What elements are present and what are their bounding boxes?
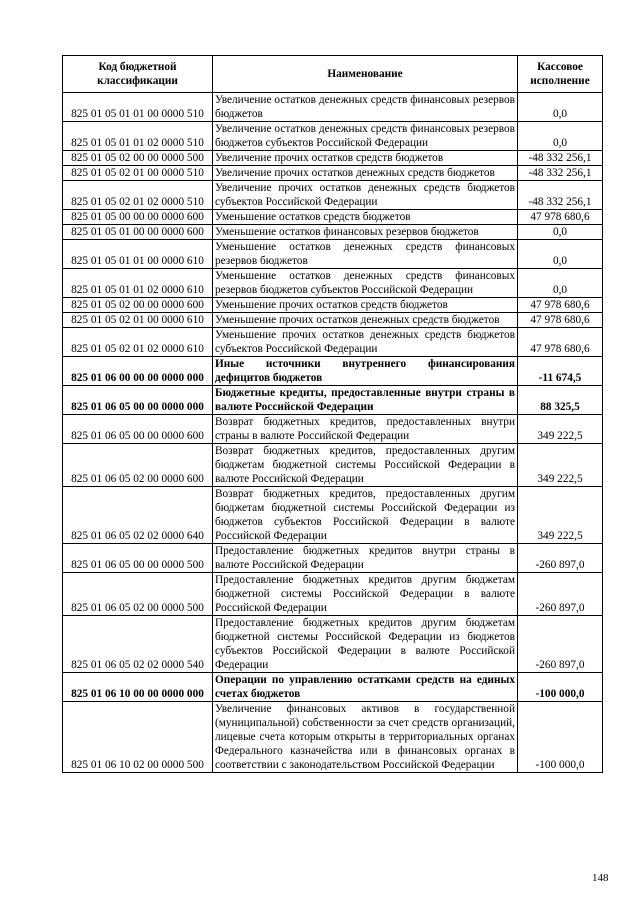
- table-row: [63, 357, 603, 386]
- row-code: 825 01 05 01 01 00 0000 510: [63, 93, 213, 122]
- row-name: Иные источники внутреннего финансирования дефицитов бюджетов: [213, 357, 518, 386]
- table-row: [63, 544, 603, 573]
- row-name: Бюджетные кредиты, предоставленные внутри страны в валюте Российской Федерации: [213, 386, 518, 415]
- budget-classification-table: [62, 55, 603, 773]
- table-row: [63, 616, 603, 673]
- table-row: [63, 487, 603, 544]
- table-row: [63, 415, 603, 444]
- row-amount: 349 222,5: [518, 415, 603, 444]
- row-code: 825 01 05 02 01 02 0000 610: [63, 328, 213, 357]
- row-amount: -260 897,0: [518, 616, 603, 673]
- table-row: [63, 328, 603, 357]
- row-name: Предоставление бюджетных кредитов внутри страны в валюте Российской Федерации: [213, 544, 518, 573]
- row-code: 825 01 05 02 01 00 0000 510: [63, 166, 213, 181]
- table-header: [63, 56, 603, 93]
- row-amount: 0,0: [518, 93, 603, 122]
- table-row: [63, 166, 603, 181]
- row-code: 825 01 06 05 02 00 0000 600: [63, 444, 213, 487]
- row-code: 825 01 06 10 00 00 0000 000: [63, 673, 213, 702]
- row-name: Предоставление бюджетных кредитов другим бюджетам бюджетной системы Российской Федерации в валюте Российской Федерации: [213, 573, 518, 616]
- table-row: [63, 93, 603, 122]
- row-code: 825 01 05 01 00 00 0000 600: [63, 225, 213, 240]
- header-amount: Кассовое исполнение: [518, 56, 603, 93]
- table-row: [63, 151, 603, 166]
- row-amount: -11 674,5: [518, 357, 603, 386]
- row-code: 825 01 06 05 02 02 0000 540: [63, 616, 213, 673]
- row-amount: -48 332 256,1: [518, 151, 603, 166]
- row-code: 825 01 06 05 00 00 0000 500: [63, 544, 213, 573]
- row-name: Увеличение прочих остатков денежных средств бюджетов: [213, 166, 518, 181]
- page-number: 148: [592, 872, 609, 884]
- row-code: 825 01 05 01 01 02 0000 610: [63, 269, 213, 298]
- row-name: Операции по управлению остатками средств на единых счетах бюджетов: [213, 673, 518, 702]
- table-row: [63, 702, 603, 773]
- row-name: Увеличение прочих остатков денежных средств бюджетов субъектов Российской Федерации: [213, 181, 518, 210]
- row-amount: -260 897,0: [518, 544, 603, 573]
- row-amount: 0,0: [518, 122, 603, 151]
- row-amount: 0,0: [518, 225, 603, 240]
- header-row: [63, 56, 603, 93]
- table-row: [63, 386, 603, 415]
- row-code: 825 01 05 00 00 00 0000 600: [63, 210, 213, 225]
- row-amount: -48 332 256,1: [518, 181, 603, 210]
- row-code: 825 01 06 00 00 00 0000 000: [63, 357, 213, 386]
- row-amount: -100 000,0: [518, 673, 603, 702]
- row-name: Увеличение остатков денежных средств финансовых резервов бюджетов субъектов Российской Федерации: [213, 122, 518, 151]
- row-code: 825 01 05 02 00 00 0000 500: [63, 151, 213, 166]
- row-amount: -48 332 256,1: [518, 166, 603, 181]
- row-code: 825 01 06 05 00 00 0000 600: [63, 415, 213, 444]
- row-code: 825 01 05 01 01 00 0000 610: [63, 240, 213, 269]
- row-amount: 47 978 680,6: [518, 313, 603, 328]
- row-name: Возврат бюджетных кредитов, предоставленных другим бюджетам бюджетной системы Российской Федерации в валюте Российской Федерации: [213, 444, 518, 487]
- row-code: 825 01 05 02 00 00 0000 600: [63, 298, 213, 313]
- table-row: [63, 444, 603, 487]
- table-row: [63, 673, 603, 702]
- row-amount: 0,0: [518, 269, 603, 298]
- header-name: Наименование: [213, 56, 518, 93]
- row-code: 825 01 06 05 02 00 0000 500: [63, 573, 213, 616]
- table-row: [63, 181, 603, 210]
- row-name: Уменьшение прочих остатков средств бюджетов: [213, 298, 518, 313]
- row-code: 825 01 06 10 02 00 0000 500: [63, 702, 213, 773]
- table-body: [63, 93, 603, 773]
- row-name: Уменьшение прочих остатков денежных средств бюджетов: [213, 313, 518, 328]
- row-name: Увеличение финансовых активов в государственной (муниципальной) собственности за счет средств организаций, лицевые счета которым открыты в территориальных органах Федерального казначейства или в финансовых органах в соответствии с законодательством Российской Федерации: [213, 702, 518, 773]
- row-name: Уменьшение остатков средств бюджетов: [213, 210, 518, 225]
- table-row: [63, 210, 603, 225]
- row-name: Уменьшение остатков денежных средств финансовых резервов бюджетов субъектов Российской Федерации: [213, 269, 518, 298]
- row-amount: 47 978 680,6: [518, 210, 603, 225]
- row-code: 825 01 06 05 00 00 0000 000: [63, 386, 213, 415]
- row-amount: 47 978 680,6: [518, 298, 603, 313]
- row-amount: -100 000,0: [518, 702, 603, 773]
- row-name: Предоставление бюджетных кредитов другим бюджетам бюджетной системы Российской Федерации из бюджетов субъектов Российской Федерации в валюте Российской Федерации: [213, 616, 518, 673]
- table-row: [63, 225, 603, 240]
- row-amount: 88 325,5: [518, 386, 603, 415]
- row-amount: -260 897,0: [518, 573, 603, 616]
- row-name: Уменьшение прочих остатков денежных средств бюджетов субъектов Российской Федерации: [213, 328, 518, 357]
- row-code: 825 01 05 02 01 02 0000 510: [63, 181, 213, 210]
- row-name: Возврат бюджетных кредитов, предоставленных другим бюджетам бюджетной системы Российской Федерации из бюджетов субъектов Российской Федерации в валюте Российской Федерации: [213, 487, 518, 544]
- table-row: [63, 269, 603, 298]
- row-amount: 349 222,5: [518, 444, 603, 487]
- row-name: Увеличение прочих остатков средств бюджетов: [213, 151, 518, 166]
- table-row: [63, 298, 603, 313]
- header-code: Код бюджетной классификации: [63, 56, 213, 93]
- table-row: [63, 122, 603, 151]
- row-name: Возврат бюджетных кредитов, предоставленных внутри страны в валюте Российской Федерации: [213, 415, 518, 444]
- row-name: Увеличение остатков денежных средств финансовых резервов бюджетов: [213, 93, 518, 122]
- row-name: Уменьшение остатков денежных средств финансовых резервов бюджетов: [213, 240, 518, 269]
- table-row: [63, 573, 603, 616]
- row-code: 825 01 05 01 01 02 0000 510: [63, 122, 213, 151]
- row-code: 825 01 05 02 01 00 0000 610: [63, 313, 213, 328]
- row-amount: 349 222,5: [518, 487, 603, 544]
- table-row: [63, 240, 603, 269]
- row-amount: 0,0: [518, 240, 603, 269]
- row-name: Уменьшение остатков финансовых резервов бюджетов: [213, 225, 518, 240]
- row-amount: 47 978 680,6: [518, 328, 603, 357]
- table-row: [63, 313, 603, 328]
- row-code: 825 01 06 05 02 02 0000 640: [63, 487, 213, 544]
